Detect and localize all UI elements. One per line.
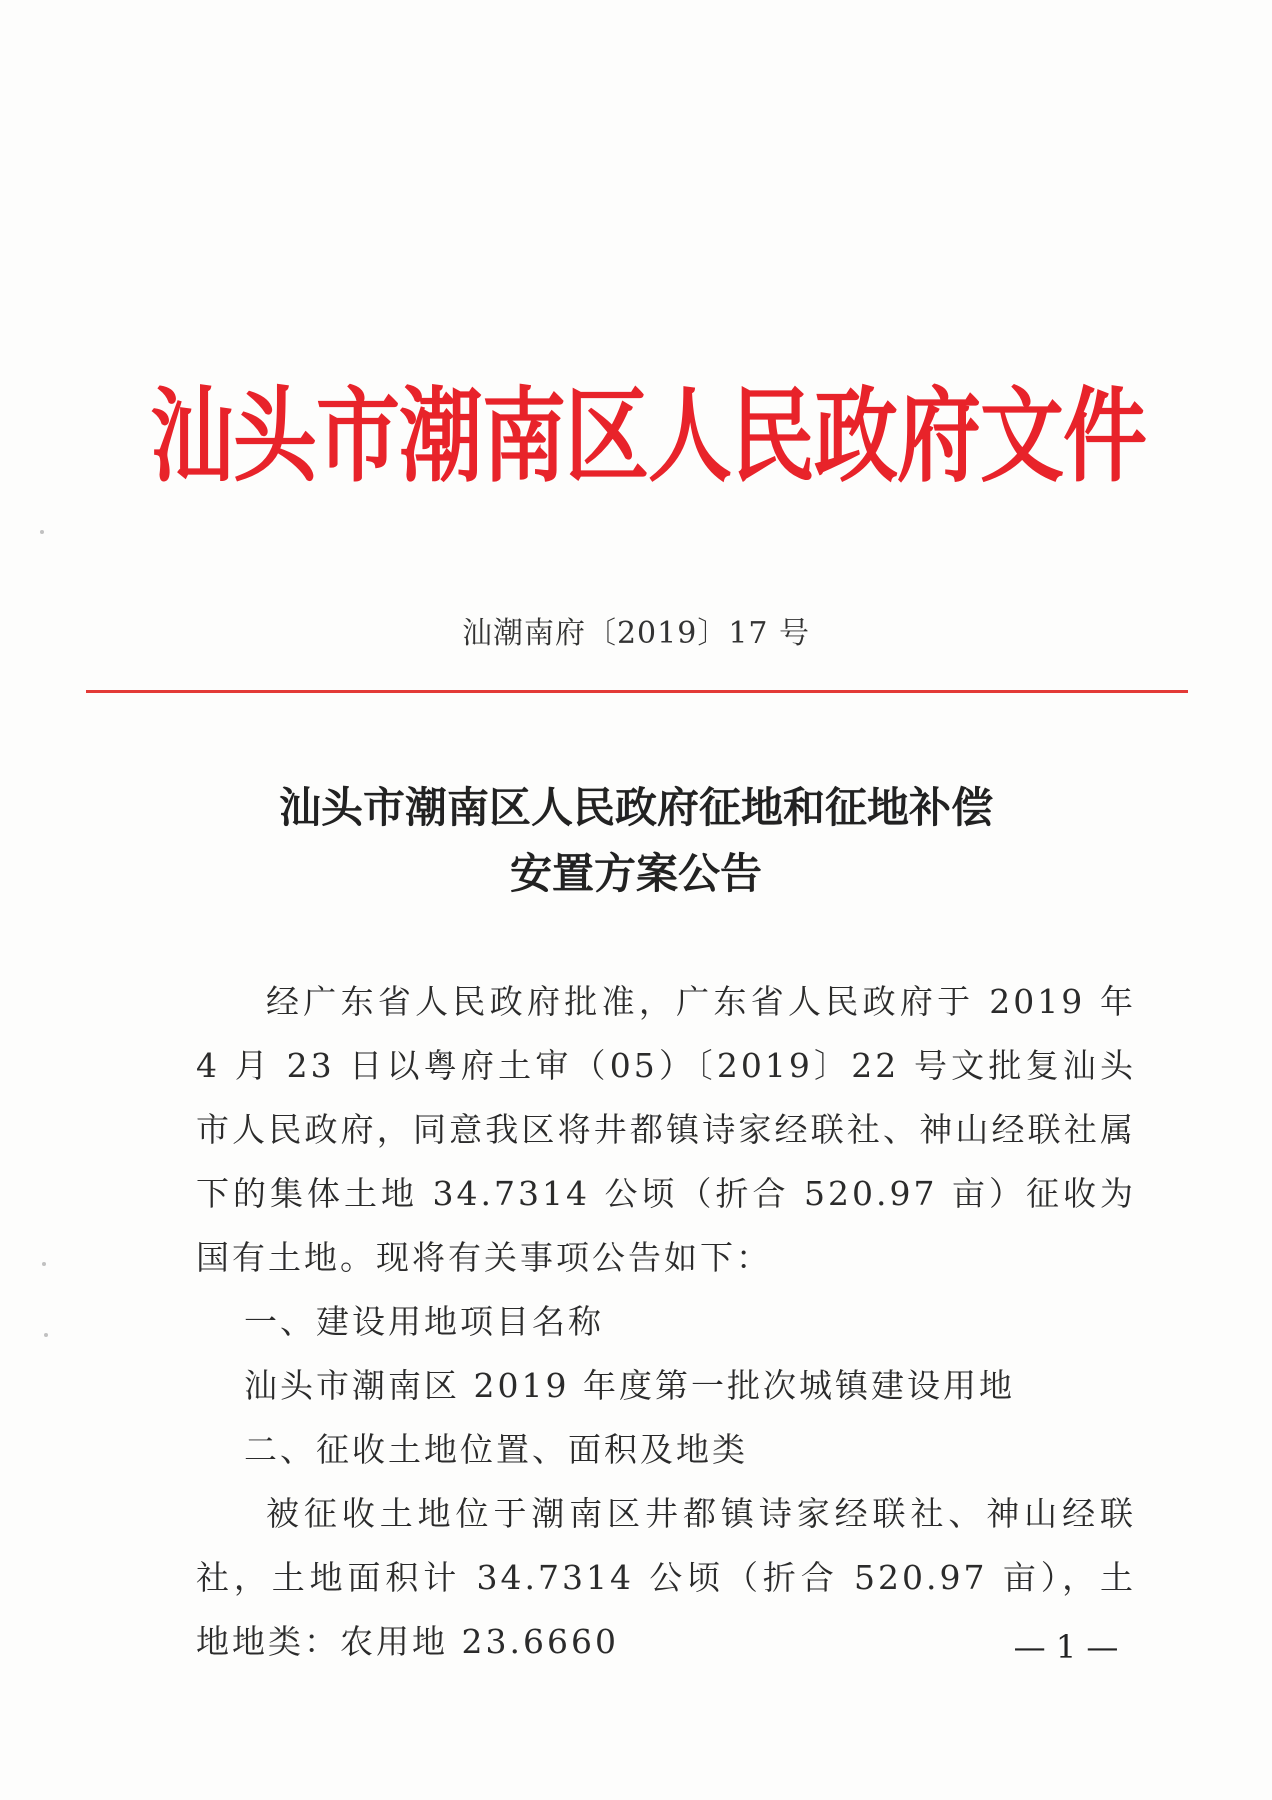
scan-speck (42, 1262, 46, 1266)
title-line-2: 安置方案公告 (509, 849, 762, 898)
document-body (196, 970, 1136, 1674)
section-2-paragraph: 被征收土地位于潮南区井都镇诗家经联社、神山经联社，土地面积计 34.7314 公顷（折合 520.97 亩），土地地类：农用地 23.6660 (196, 1494, 1136, 1661)
red-divider-line (86, 690, 1188, 693)
title-line-1: 汕头市潮南区人民政府征地和征地补偿 (278, 783, 993, 832)
section-1-text: 汕头市潮南区 2019 年度第一批次城镇建设用地 (244, 1366, 1015, 1405)
masthead-title: 汕头市潮南区人民政府文件 (150, 376, 1147, 497)
page-number: — 1 — (1013, 1628, 1119, 1666)
section-1-heading: 一、建设用地项目名称 (244, 1302, 604, 1341)
document-number: 汕潮南府〔2019〕17 号 (461, 616, 811, 651)
announcement-title (0, 775, 1272, 907)
scan-speck (44, 1333, 48, 1337)
scan-speck (40, 530, 44, 534)
section-2-heading: 二、征收土地位置、面积及地类 (244, 1430, 748, 1469)
intro-paragraph: 经广东省人民政府批准，广东省人民政府于 2019 年 4 月 23 日以粤府土审（05）〔2019〕22 号文批复汕头市人民政府，同意我区将井都镇诗家经联社、神山经联社属下的集体土地 34.7314 公顷（折合 520.97 亩）征收为国有土地。现将有关事项公告如下： (196, 982, 1136, 1277)
